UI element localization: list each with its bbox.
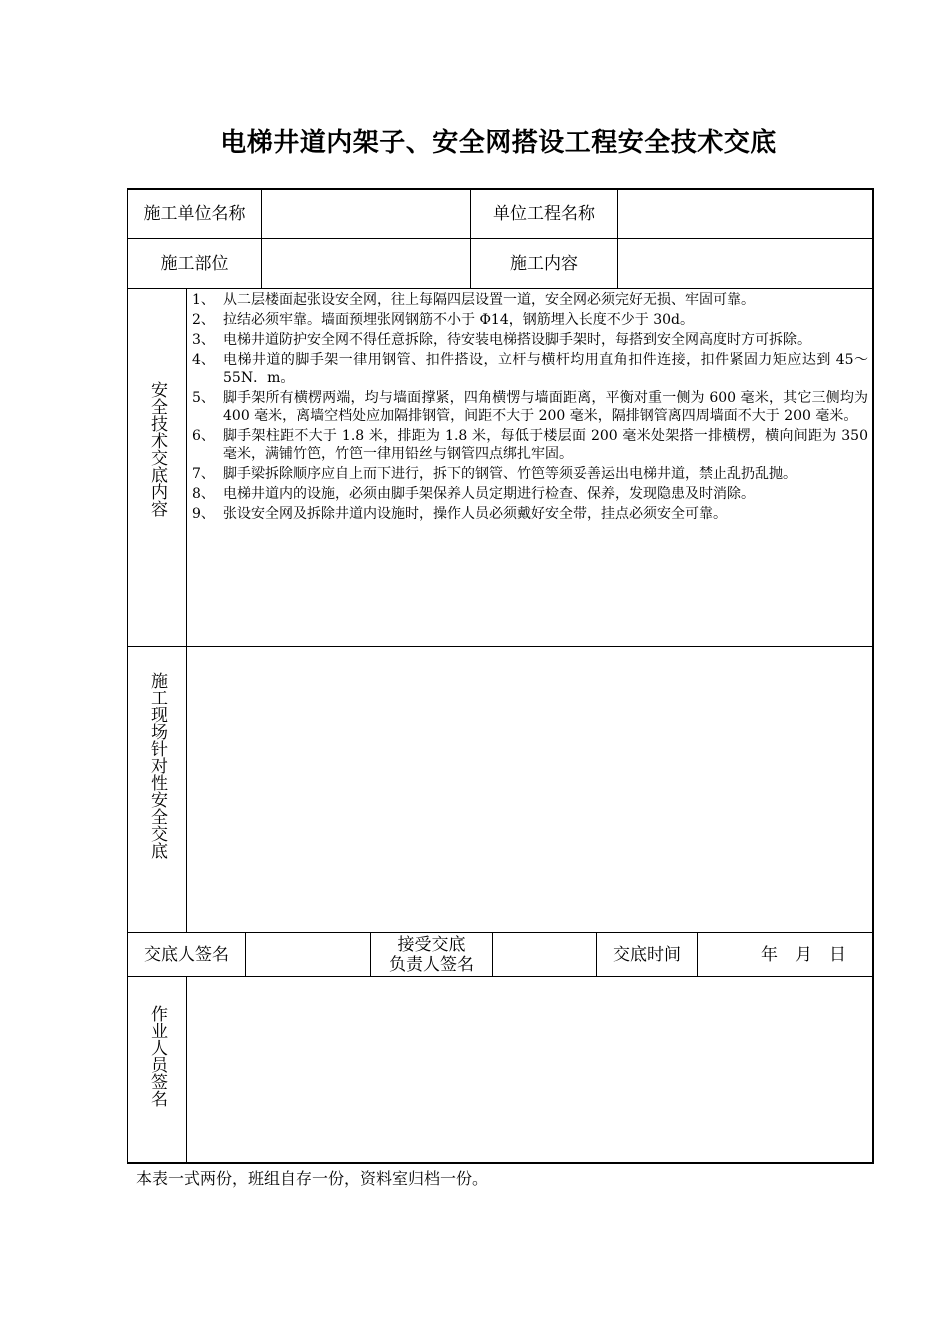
safety-item	[192, 427, 868, 463]
safety-item-text: 从二层楼面起张设安全网，往上每隔四层设置一道，安全网必须完好无损、牢固可靠。	[223, 292, 755, 308]
footer-note: 本表一式两份，班组自存一份，资料室归档一份。	[136, 1169, 489, 1188]
location-label: 施工部位	[160, 253, 229, 274]
location-field[interactable]	[262, 239, 470, 288]
content-label: 施工内容	[510, 253, 578, 274]
safety-item-text: 电梯井道内的设施，必须由脚手架保养人员定期进行检查、保养，发现隐患及时消除。	[223, 486, 755, 502]
receiver-signature-field[interactable]	[493, 933, 596, 976]
receiver-label	[371, 933, 492, 976]
unit-name-label: 施工单位名称	[143, 204, 246, 224]
safety-item-text: 脚手架柱距不大于 1.8 米，排距为 1.8 米，每低于楼层面 200 毫米处架搭一排横楞，横向间距为 350 毫米，满铺竹笆，竹笆一律用铅丝与钢管四点绑扎牢固。	[223, 428, 868, 462]
content-field[interactable]	[618, 239, 872, 288]
safety-item-number: 1、	[192, 292, 215, 308]
time-label: 交底时间	[613, 944, 681, 965]
safety-item	[192, 505, 868, 523]
safety-item	[192, 291, 868, 309]
date-field[interactable]: 年 月 日	[761, 944, 846, 965]
safety-item	[192, 485, 868, 503]
safety-item	[192, 389, 868, 425]
safety-item-number: 5、	[192, 390, 215, 406]
safety-item-number: 6、	[192, 428, 215, 444]
project-name-field[interactable]	[618, 190, 872, 238]
receiver-label-line2: 负责人签名	[389, 954, 474, 975]
briefer-signature-field[interactable]	[246, 933, 370, 976]
safety-item-text: 拉结必须牢靠。墙面预埋张网钢筋不小于 Φ14，钢筋埋入长度不少于 30d。	[223, 312, 694, 328]
safety-item-text: 电梯井道防护安全网不得任意拆除，待安装电梯搭设脚手架时，每搭到安全网高度时方可拆除。	[223, 332, 811, 348]
safety-item	[192, 465, 868, 483]
site-section-label: 施工现场针对性安全交底	[147, 672, 167, 859]
safety-section-label: 安全技术交底内容	[147, 381, 167, 517]
border	[127, 1162, 874, 1164]
workers-section-label: 作业人员签名	[147, 1005, 167, 1107]
safety-item	[192, 311, 868, 329]
safety-item-text: 脚手梁拆除顺序应自上而下进行，拆下的钢管、竹笆等须妥善运出电梯井道，禁止乱扔乱抛。	[223, 466, 797, 482]
safety-item	[192, 351, 868, 387]
safety-item-number: 2、	[192, 312, 215, 328]
border	[127, 188, 128, 1164]
workers-signature-field[interactable]	[187, 977, 872, 1162]
receiver-label-line1: 接受交底	[397, 934, 466, 955]
safety-items-list	[192, 291, 868, 525]
safety-item-number: 9、	[192, 506, 215, 522]
safety-item-text: 张设安全网及拆除井道内设施时，操作人员必须戴好安全带，挂点必须安全可靠。	[223, 506, 727, 522]
site-briefing-field[interactable]	[187, 647, 872, 932]
safety-item-text: 脚手架所有横楞两端，均与墙面撑紧，四角横愣与墙面距离，平衡对重一侧为 600 毫米，其它三侧均为 400 毫米，离墙空档处应加隔排钢管，间距不大于 200 毫米，隔排钢管离四周墙面不大于 200 毫米。	[223, 390, 868, 424]
briefer-label: 交底人签名	[144, 944, 229, 965]
project-name-label: 单位工程名称	[493, 204, 595, 224]
safety-item-text: 电梯井道的脚手架一律用钢管、扣件搭设，立杆与横杆均用直角扣件连接，扣件紧固力矩应达到 45～55N．m。	[223, 352, 868, 386]
page-title: 电梯井道内架子、安全网搭设工程安全技术交底	[220, 128, 777, 158]
safety-item-number: 7、	[192, 466, 215, 482]
unit-name-field[interactable]	[262, 190, 470, 238]
border	[127, 288, 874, 289]
safety-item	[192, 331, 868, 349]
safety-item-number: 3、	[192, 332, 215, 348]
safety-item-number: 8、	[192, 486, 215, 502]
safety-item-number: 4、	[192, 352, 215, 368]
border	[872, 188, 874, 1164]
